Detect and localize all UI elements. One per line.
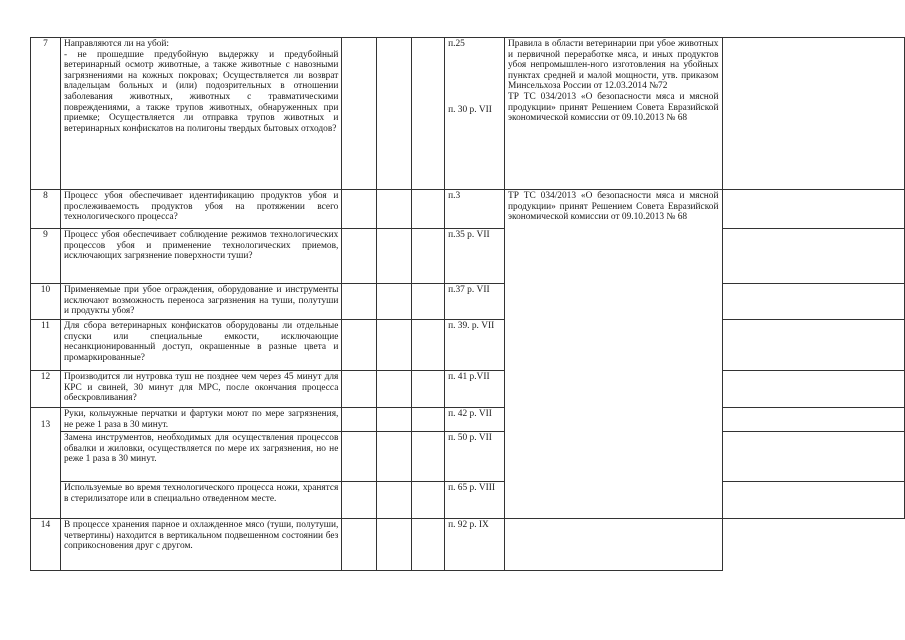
answer-na-cell[interactable] — [412, 482, 445, 519]
reference-text: п. 39. р. VII — [445, 320, 505, 371]
table-row-13a — [31, 408, 905, 432]
answer-yes-cell[interactable] — [342, 190, 377, 229]
answer-no-cell[interactable] — [377, 38, 412, 190]
question-text: Замена инструментов, необходимых для осуществления процессов обвалки и жиловки, осуществляется по мере их загрязнения, но не реже 1 раза в 30 минут. — [60, 432, 341, 482]
row-number: 9 — [31, 229, 61, 284]
table-row-13b — [31, 432, 905, 482]
answer-na-cell[interactable] — [412, 519, 445, 571]
table-row-12 — [31, 371, 905, 408]
answer-yes-cell[interactable] — [342, 371, 377, 408]
reference-text: п.3 — [445, 190, 505, 229]
reference-text: п. 41 р.VII — [445, 371, 505, 408]
answer-yes-cell[interactable] — [342, 519, 377, 571]
reference-text: п.37 р. VII — [445, 284, 505, 320]
notes-cell[interactable] — [722, 38, 905, 190]
reference-cell — [445, 38, 505, 190]
answer-no-cell[interactable] — [377, 519, 412, 571]
question-text: Используемые во время технологического процесса ножи, хранятся в стерилизаторе или в специально отведенном месте. — [60, 482, 341, 519]
table-row-14 — [31, 519, 905, 571]
answer-na-cell[interactable] — [412, 284, 445, 320]
answer-no-cell[interactable] — [377, 408, 412, 432]
row-number: 12 — [31, 371, 61, 408]
regulation-text: ТР ТС 034/2013 «О безопасности мяса и мясной продукции» принят Решением Совета Евразийской экономической комиссии от 09.10.2013 № 68 — [507, 91, 719, 124]
regulation-text: Правила в области ветеринарии при убое животных и первичной переработке мяса, и иных продуктов убоя непромышлен-ного изготовления на убойных пунктах средней и малой мощности, утв. приказом Минсельхоза России от 12.03.2014 №72 — [507, 39, 719, 92]
notes-cell[interactable] — [722, 408, 905, 432]
regulation-text: ТР ТС 034/2013 «О безопасности мяса и мясной продукции» принят Решением Совета Евразийской экономической комиссии от 09.10.2013 № 68 — [504, 190, 722, 519]
question-text: Процесс убоя обеспечивает идентификацию продуктов убоя и прослеживаемость продуктов убоя на протяжении всего технологического процесса? — [60, 190, 341, 229]
answer-no-cell[interactable] — [377, 190, 412, 229]
answer-na-cell[interactable] — [412, 408, 445, 432]
checklist-table — [30, 37, 905, 571]
reference-text: п. 65 р. VIII — [445, 482, 505, 519]
regulation-cell — [504, 38, 722, 190]
row-number: 14 — [31, 519, 61, 571]
answer-yes-cell[interactable] — [342, 284, 377, 320]
table-row-7 — [31, 38, 905, 190]
answer-yes-cell[interactable] — [342, 229, 377, 284]
row-number: 8 — [31, 190, 61, 229]
reference-text: п. 42 р. VII — [445, 408, 505, 432]
reference-text: п. 30 р. VII — [448, 104, 492, 115]
answer-na-cell[interactable] — [412, 229, 445, 284]
question-text: Направляются ли на убой: - не прошедшие предубойную выдержку и предубойный ветеринарный осмотр животные, а также животные с навозными загрязнениями на кожных покровах; Осуществляется ли возврат владельцам больных и (или) подозрительных в отношении заболевания животных, животных с травматическими повреждениями, а также трупов животных, обнаруженных при приемке; Осуществляется ли отправка трупов животных и ветеринарных конфискатов на полигоны твердых бытовых отходов? — [60, 38, 341, 190]
answer-no-cell[interactable] — [377, 284, 412, 320]
notes-cell[interactable] — [722, 284, 905, 320]
question-text: Процесс убоя обеспечивает соблюдение режимов технологических процессов убоя и применение технологических приемов, исключающих загрязнение поверхности туши? — [60, 229, 341, 284]
table-row-9 — [31, 229, 905, 284]
row-number: 13 — [31, 408, 61, 519]
notes-cell[interactable] — [722, 320, 905, 371]
notes-cell[interactable] — [722, 432, 905, 482]
table-row-8 — [31, 190, 905, 229]
row-number: 11 — [31, 320, 61, 371]
answer-yes-cell[interactable] — [342, 320, 377, 371]
answer-yes-cell[interactable] — [342, 408, 377, 432]
answer-no-cell[interactable] — [377, 229, 412, 284]
answer-na-cell[interactable] — [412, 38, 445, 190]
reference-text: п. 50 р. VII — [445, 432, 505, 482]
question-text: В процессе хранения парное и охлажденное мясо (туши, полутуши, четвертины) находится в вертикальном подвешенном состоянии без соприкосновения друг с другом. — [60, 519, 341, 571]
notes-cell[interactable] — [722, 190, 905, 229]
answer-no-cell[interactable] — [377, 432, 412, 482]
answer-yes-cell[interactable] — [342, 432, 377, 482]
question-text: Руки, кольчужные перчатки и фартуки моют по мере загрязнения, не реже 1 раза в 30 минут. — [60, 408, 341, 432]
reference-text: п.25 — [448, 39, 465, 49]
notes-cell[interactable] — [722, 482, 905, 519]
question-text: Для сбора ветеринарных конфискатов оборудованы ли отдельные спуски или специальные емкости, исключающие несанкционированный доступ, окрашенные в разные цвета и промаркированные? — [60, 320, 341, 371]
answer-no-cell[interactable] — [377, 482, 412, 519]
answer-no-cell[interactable] — [377, 371, 412, 408]
notes-cell[interactable] — [722, 371, 905, 408]
table-row-13c — [31, 482, 905, 519]
reference-text: п. 92 р. IX — [445, 519, 505, 571]
answer-na-cell[interactable] — [412, 371, 445, 408]
notes-cell[interactable] — [504, 519, 722, 571]
table-row-11 — [31, 320, 905, 371]
answer-na-cell[interactable] — [412, 190, 445, 229]
notes-cell[interactable] — [722, 229, 905, 284]
row-number: 7 — [31, 38, 61, 190]
question-text: Производится ли нутровка туш не позднее чем через 45 минут для КРС и свиней, 30 минут для МРС, после окончания процесса обескровливания? — [60, 371, 341, 408]
answer-na-cell[interactable] — [412, 320, 445, 371]
answer-yes-cell[interactable] — [342, 38, 377, 190]
row-number: 10 — [31, 284, 61, 320]
table-row-10 — [31, 284, 905, 320]
answer-no-cell[interactable] — [377, 320, 412, 371]
question-text: Применяемые при убое ограждения, оборудование и инструменты исключают возможность переноса загрязнения на туши, полутуши и продукты убоя? — [60, 284, 341, 320]
answer-yes-cell[interactable] — [342, 482, 377, 519]
answer-na-cell[interactable] — [412, 432, 445, 482]
reference-text: п.35 р. VII — [445, 229, 505, 284]
